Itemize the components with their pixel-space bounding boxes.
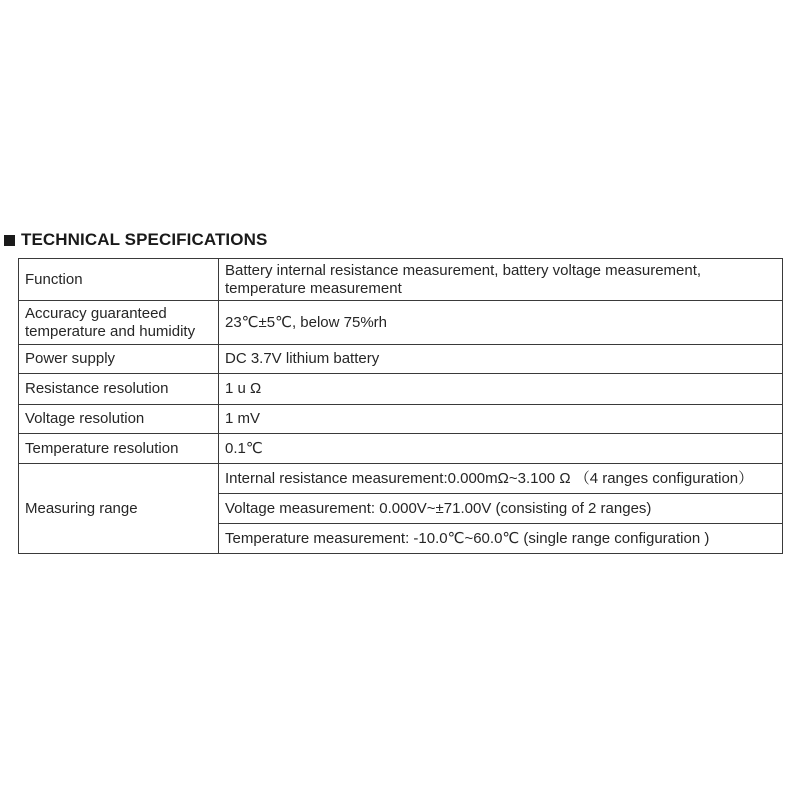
table-row: [19, 464, 783, 494]
spec-value: Battery internal resistance measurement, battery voltage measurement, temperature measurement: [219, 259, 783, 301]
spec-value: 1 u Ω: [219, 374, 783, 405]
table-row: [19, 434, 783, 464]
spec-label: Temperature resolution: [19, 434, 219, 464]
table-row: [19, 259, 783, 301]
spec-label: Function: [19, 259, 219, 301]
table-row: [19, 301, 783, 345]
spec-label: Accuracy guaranteed temperature and humidity: [19, 301, 219, 345]
spec-table: [18, 258, 783, 554]
table-row: [19, 405, 783, 434]
spec-value: 0.1℃: [219, 434, 783, 464]
spec-value: DC 3.7V lithium battery: [219, 345, 783, 374]
spec-value: 23℃±5℃, below 75%rh: [219, 301, 783, 345]
table-row: [19, 374, 783, 405]
spec-value: 1 mV: [219, 405, 783, 434]
spec-label: Measuring range: [19, 464, 219, 554]
spec-value: Voltage measurement: 0.000V~±71.00V (consisting of 2 ranges): [219, 494, 783, 524]
table-row: [19, 345, 783, 374]
spec-label: Resistance resolution: [19, 374, 219, 405]
spec-label: Voltage resolution: [19, 405, 219, 434]
spec-value: Internal resistance measurement:0.000mΩ~3.100 Ω （4 ranges configuration）: [219, 464, 783, 494]
section-title: TECHNICAL SPECIFICATIONS: [21, 230, 268, 249]
square-bullet-icon: [4, 235, 15, 246]
spec-label: Power supply: [19, 345, 219, 374]
spec-value: Temperature measurement: -10.0℃~60.0℃ (single range configuration ): [219, 524, 783, 554]
section-heading: [4, 229, 267, 251]
